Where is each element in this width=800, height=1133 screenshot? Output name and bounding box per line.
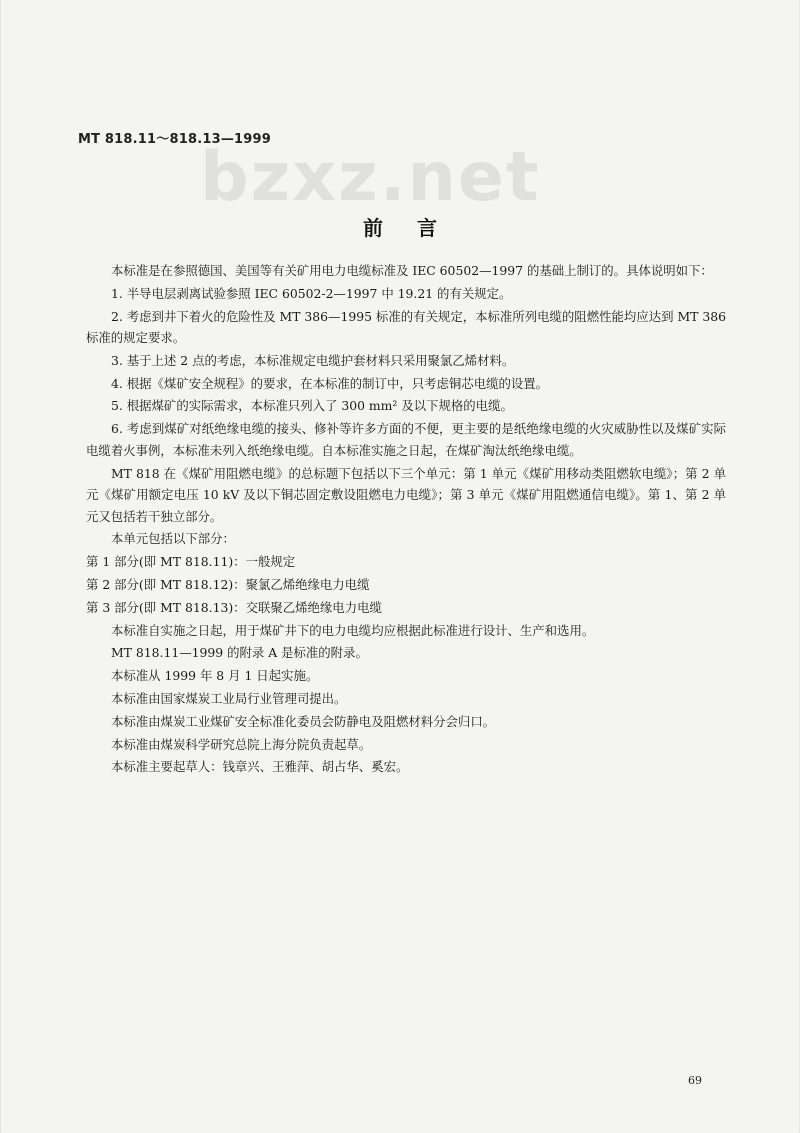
paragraph-parts-intro: 本单元包括以下部分： (111, 531, 235, 547)
foreword-body (86, 260, 726, 779)
paragraph-units: MT 818 在《煤矿用阻燃电缆》的总标题下包括以下三个单元：第 1 单元《煤矿用移动类阻燃软电缆》；第 2 单元《煤矿用额定电压 10 kV 及以下铜芯固定敷设阻燃电力电缆》；第 3 单元《煤矿用阻燃通信电缆》。第 1、第 2 单元又包括若干独立部分。 (86, 465, 726, 524)
page-title: 前言 (363, 216, 471, 240)
paragraph-intro: 本标准是在参照德国、美国等有关矿用电力电缆标准及 IEC 60502—1997 的基础上制订的。具体说明如下： (111, 263, 713, 278)
part-1: 第 1 部分(即 MT 818.11)：一般规定 (86, 554, 296, 570)
paragraph-appendix: MT 818.11—1999 的附录 A 是标准的附录。 (111, 645, 368, 661)
part-3: 第 3 部分(即 MT 818.13)：交联聚乙烯绝缘电力电缆 (86, 599, 382, 615)
paragraph-item-5: 5. 根据煤矿的实际需求，本标准只列入了 300 mm² 及以下规格的电缆。 (111, 398, 513, 414)
paragraph-drafters: 本标准主要起草人：钱章兴、王雅萍、胡占华、奚宏。 (111, 759, 409, 775)
paragraph-item-6: 6. 考虑到煤矿对纸绝缘电缆的接头、修补等许多方面的不便，更主要的是纸绝缘电缆的火灾威胁性以及煤矿实际电缆着火事例，本标准未列入纸绝缘电缆。自本标准实施之日起，在煤矿淘汰纸绝缘电缆。 (86, 421, 726, 458)
scan-edge-left (0, 0, 13, 1133)
watermark: bzxz.net (200, 138, 541, 217)
paragraph-item-2: 2. 考虑到井下着火的危险性及 MT 386—1995 标准的有关规定，本标准所列电缆的阻燃性能均应达到 MT 386 标准的规定要求。 (86, 308, 726, 346)
paragraph-item-4: 4. 根据《煤矿安全规程》的要求，在本标准的制订中，只考虑铜芯电缆的设置。 (111, 375, 549, 391)
paragraph-drafter-org: 本标准由煤炭科学研究总院上海分院负责起草。 (111, 736, 372, 752)
paragraph-proposer: 本标准由国家煤炭工业局行业管理司提出。 (111, 690, 347, 706)
part-2: 第 2 部分(即 MT 818.12)：聚氯乙烯绝缘电力电缆 (86, 576, 370, 592)
paragraph-implementation: 本标准自实施之日起，用于煤矿井下的电力电缆均应根据此标准进行设计、生产和选用。 (111, 622, 595, 638)
scan-edge-right (791, 0, 800, 1133)
paragraph-item-1: 1. 半导电层剥离试验参照 IEC 60502-2—1997 中 19.21 的有关规定。 (111, 285, 512, 301)
paragraph-item-3: 3. 基于上述 2 点的考虑，本标准规定电缆护套材料只采用聚氯乙烯材料。 (111, 352, 515, 368)
standard-code: MT 818.11～818.13—1999 (78, 132, 272, 147)
paragraph-effective-date: 本标准从 1999 年 8 月 1 日起实施。 (111, 668, 319, 684)
paragraph-centralizer: 本标准由煤炭工业煤矿安全标准化委员会防静电及阻燃材料分会归口。 (111, 713, 496, 729)
page-number: 69 (688, 1074, 702, 1087)
